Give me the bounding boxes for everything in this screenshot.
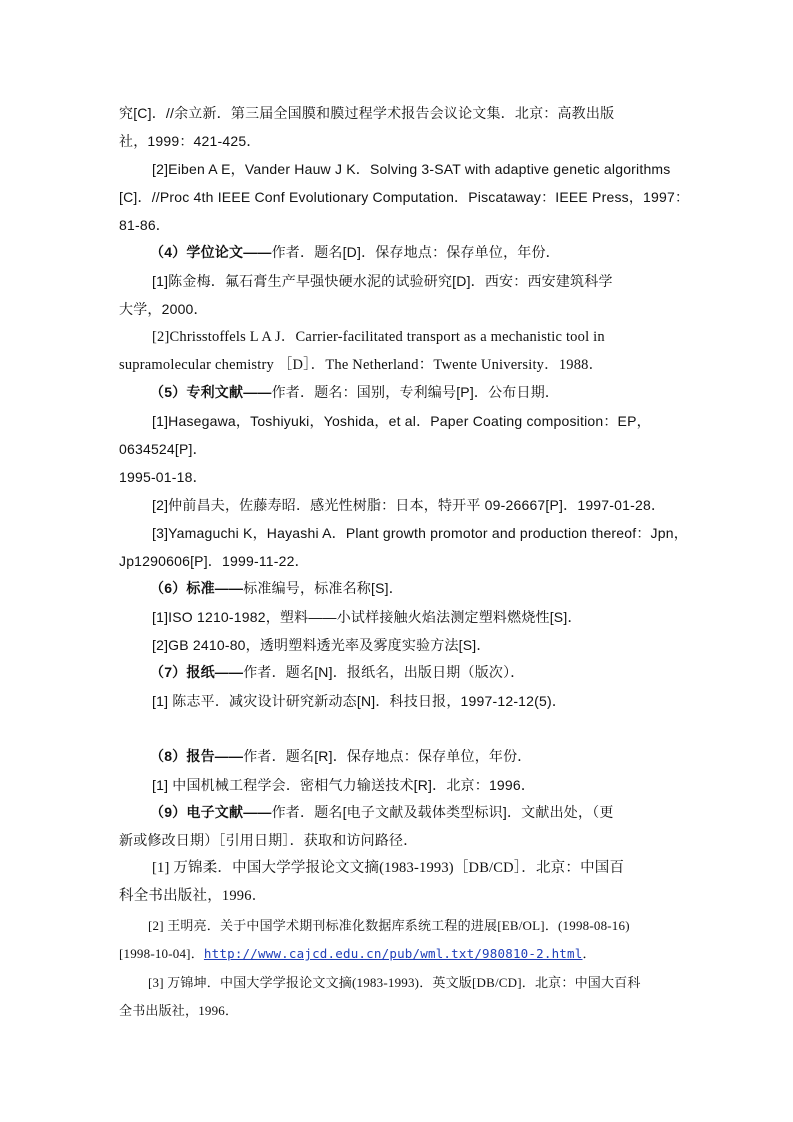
section-format: 作者．题名[电子文献及载体类型标识]．文献出处，（更 <box>271 804 614 820</box>
section-format: 作者．题名[R]．保存地点：保存单位，年份． <box>243 748 532 764</box>
ref-line-28: 科全书出版社，1996． <box>119 888 267 904</box>
section-heading-standard <box>150 579 403 597</box>
ref-line-31: [3] 万锦坤．中国大学学报论文文摘(1983-1993)．英文版[DB/CD]．北京：中国大百科 <box>148 975 641 990</box>
section-format: 标准编号，标准名称[S]． <box>243 580 403 596</box>
section-heading-newspaper <box>150 663 525 681</box>
ref-line-10: supramolecular chemistry ［D］．The Netherland：Twente University．1988． <box>119 357 604 373</box>
section-number: （4） <box>150 244 187 260</box>
section-title: 专利文献—— <box>186 384 272 400</box>
reference-url-link[interactable]: http://www.cajcd.edu.cn/pub/wml.txt/980810-2.html <box>203 946 583 961</box>
ref-line-17: Jp1290606[P]．1999-11-22． <box>119 553 309 569</box>
section-format: 作者．题名[N]．报纸名，出版日期（版次）． <box>243 664 525 680</box>
ref-line-16: [3]Yamaguchi K，Hayashi A．Plant growth promotor and production thereof：Jpn， <box>152 525 688 541</box>
section-format: 作者．题名[D]．保存地点：保存单位，年份． <box>271 244 560 260</box>
ref-line-5: 81-86． <box>119 217 171 233</box>
section-heading-report <box>150 747 532 765</box>
section-number: （9） <box>150 804 187 820</box>
ref-line-32: 全书出版社，1996． <box>119 1003 239 1018</box>
ref-line-2: 社，1999：421-425． <box>119 133 261 149</box>
ref-line-29: [2] 王明亮．关于中国学术期刊标准化数据库系统工程的进展[EB/OL]．(1998-08-16) <box>148 918 630 933</box>
ref-line-24: [1] 中国机械工程学会．密相气力输送技术[R]．北京：1996． <box>152 777 536 793</box>
section-number: （8） <box>150 748 187 764</box>
section-title: 学位论文—— <box>186 244 272 260</box>
ref-line-8: 大学，2000． <box>119 301 208 317</box>
period: ． <box>582 946 596 961</box>
section-number: （6） <box>150 580 187 596</box>
date-prefix: [1998-10-04]． <box>119 946 204 961</box>
ref-line-1: 究[C]．//余立新．第三届全国膜和膜过程学术报告会议论文集．北京：高教出版 <box>119 105 615 121</box>
ref-line-30 <box>119 945 596 963</box>
ref-line-3: [2]Eiben A E，Vander Hauw J K．Solving 3-SAT with adaptive genetic algorithms <box>152 161 671 177</box>
section-title: 电子文献—— <box>186 804 272 820</box>
section-heading-electronic <box>150 803 614 821</box>
ref-line-15: [2]仲前昌夫，佐藤寿昭．感光性树脂：日本，特开平 09-26667[P]．1997-01-28． <box>152 497 666 513</box>
section-number: （5） <box>150 384 187 400</box>
ref-line-12: [1]Hasegawa，Toshiyuki，Yoshida，et al．Paper Coating composition：EP， <box>152 413 651 429</box>
ref-line-4: [C]．//Proc 4th IEEE Conf Evolutionary Computation．Piscataway：IEEE Press，1997： <box>119 189 690 205</box>
ref-line-27: [1] 万锦柔．中国大学学报论文文摘(1983-1993)［DB/CD］．北京：中国百 <box>152 860 625 876</box>
ref-line-20: [2]GB 2410-80，透明塑料透光率及雾度实验方法[S]． <box>152 637 491 653</box>
section-heading-patent <box>150 383 559 401</box>
section-heading-thesis <box>150 243 560 261</box>
ref-line-26: 新或修改日期）［引用日期］．获取和访问路径． <box>119 832 418 848</box>
ref-line-22: [1] 陈志平．减灾设计研究新动态[N]．科技日报，1997-12-12(5)． <box>152 693 567 709</box>
section-title: 报告—— <box>186 748 244 764</box>
ref-line-7: [1]陈金梅．氟石膏生产早强快硬水泥的试验研究[D]．西安：西安建筑科学 <box>152 273 613 289</box>
section-title: 标准—— <box>186 580 244 596</box>
ref-line-19: [1]ISO 1210-1982，塑料——小试样接触火焰法测定塑料燃烧性[S]． <box>152 609 582 625</box>
ref-line-14: 1995-01-18． <box>119 469 207 485</box>
section-title: 报纸—— <box>186 664 244 680</box>
section-number: （7） <box>150 664 187 680</box>
section-format: 作者．题名：国别，专利编号[P]．公布日期． <box>271 384 560 400</box>
ref-line-9: [2]Chrisstoffels L A J．Carrier-facilitated transport as a mechanistic tool in <box>152 329 605 345</box>
ref-line-13: 0634524[P]． <box>119 441 207 457</box>
